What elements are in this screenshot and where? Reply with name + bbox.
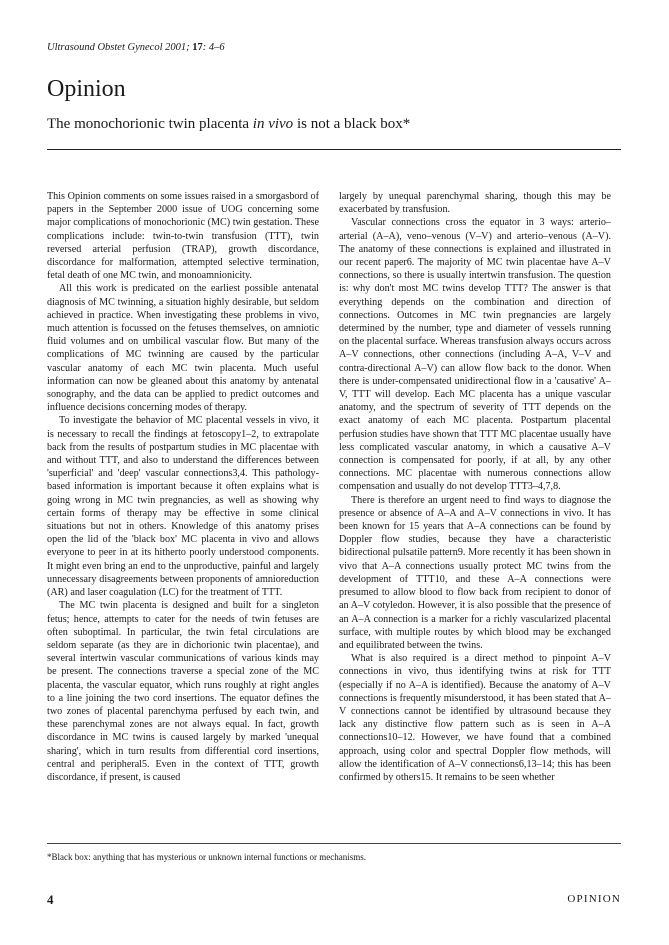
footnote: *Black box: anything that has mysterious or unknown internal functions or mechanisms. [47, 852, 366, 862]
citation-pages: : 4–6 [202, 42, 225, 53]
running-title: OPINION [567, 893, 621, 905]
paragraph: What is also required is a direct method to pinpoint A–V connections in vivo, thus identifying twins at risk for TTT (especially if no A–A is identified). Because the anatomy of A–V connections is frequently misunderstood, it has been stated that A–V connections cannot be identified by ultrasound because they lack any distinctive flow pattern such as is seen in A–A connections10–12. However, we have found that a combined approach, using color and spectral Doppler flow methods, will allow the identification of A–V connections6,13–14; this has been confirmed by others15. It remains to be seen whether [339, 653, 611, 783]
title-post: is not a black box* [293, 116, 411, 132]
footnote-rule [47, 843, 621, 844]
journal-name: Ultrasound Obstet Gynecol [47, 42, 163, 53]
right-column [339, 190, 611, 784]
paragraph: All this work is predicated on the earliest possible antenatal diagnosis of MC twinning, a situation highly desirable, but seldom achieved in practice. When investigating these problems in vivo, much attention is focussed on the fetuses themselves, on amniotic fluid volumes and on umbilical vascular flow. But many of the complications of MC twinning are caused by the particular vascular anatomy of each MC twin placenta. Much useful information can now be gleaned about this anatomy by antenatal sonography, and the data can be applied to predict outcomes and influence decisions concerning modes of therapy. [47, 283, 319, 414]
paragraph: To investigate the behavior of MC placental vessels in vivo, it is necessary to recall the findings at fetoscopy1–2, to extrapolate back from the results of postpartum studies in MC placentae with and without TTT, and also to understand the differences between 'superficial' and 'deep' vascular connections3,4. This pathology-based information is important because it often explains what is going wrong in MC twin pregnancies, as well as showing why certain forms of therapy may be effective in some clinical situations but not in others. Knowledge of this anatomy prises open the lid of the 'black box' MC placenta in vivo and allows everyone to peer in at its hitherto poorly understood components. It might even bring an end to the unproductive, painful and largely unnecessary disagreements between proponents of amnioreduction (AR) and laser coagulation (LC) for the treatment of TTT. [47, 415, 319, 599]
article-title [47, 116, 410, 133]
page-number: 4 [47, 892, 54, 907]
title-pre: The monochorionic twin placenta [47, 116, 253, 132]
paragraph: Vascular connections cross the equator in 3 ways: arterio–arterial (A–A), veno–venous (V–V) and arterio–venous (A–V). The anatomy of these connections is explained and illustrated in our recent paper6. The majority of MC twin placentae have A–V connections, so there is usually intertwin transfusion. The question is: why don't most MC twins develop TTT? The answer is that everything depends on the combination and direction of connections. Outcomes in MC twin pregnancies are largely determined by the number, type and diameter of vessels running on the placental surface. Whereas transfusion always occurs across A–V connections, other connections (including A–A, V–V and contra-directional A–V) can allow flow back to the donor. When there is under-compensated unidirectional flow in a 'causative' A–V, TTT will develop. Each MC placenta has a unique vascular anatomy, and the spectrum of severity of TTT depends on the exact anatomy of each MC placenta. Postpartum placental perfusion studies have shown that TTT MC placentae usually have less complicated vascular anatomy, in which a causative A–V connection is compensated for poorly, if at all, by any other connections. MC placentae with numerous connections allow compensation and usually do not develop TTT3–4,7,8. [339, 217, 611, 493]
section-heading: Opinion [47, 76, 126, 102]
title-rule [47, 149, 621, 150]
left-column [47, 190, 319, 784]
citation-volume: 17 [192, 42, 203, 53]
title-italic: in vivo [252, 116, 294, 132]
paragraph: largely by unequal parenchymal sharing, though this may be exacerbated by transfusion. [339, 191, 611, 216]
journal-citation [47, 42, 225, 53]
citation-year: 2001; [165, 42, 190, 53]
paragraph: This Opinion comments on some issues raised in a smorgasbord of papers in the September 2000 issue of UOG concerning some major complications of monochorionic (MC) twin gestation. These complications include: twin-to-twin transfusion (TTT), twin reversed arterial perfusion (TRAP), growth discordance, discordance for malformation, attempted selective termination, fetal death of one MC twin, and monoamnionicity. [47, 191, 319, 282]
paragraph: There is therefore an urgent need to find ways to diagnose the presence or absence of A–A and A–V connections in vivo. It has been known for 15 years that A–A connections can be found by Doppler flow studies, because they have a characteristic bidirectional pulsatile pattern9. More recently it has been shown in vivo that A–A connections usually protect MC twins from the development of TTT10, and these A–A connections were presumed to allow blood to flow back from recipient to donor of an A–V cotyledon. However, it is also possible that the presence of an A–A connection is a marker for a richly vascularized placental surface, with multiple routes by which blood may be exchanged and equilibrated between the twins. [339, 494, 611, 651]
paragraph: The MC twin placenta is designed and built for a singleton fetus; hence, attempts to cater for the needs of twin fetuses are often suboptimal. In particular, the twin fetal circulations are seldom separate (as they are in dichorionic twin placentae), and several intertwin vascular communications of various kinds may be present. The connections traverse a special zone of the MC placenta, the vascular equator, which runs roughly at right angles to a line joining the two cord insertions. The equator defines the two zones of placental parenchyma perfused by each twin, and these parenchymal zones are not always equal. In fact, growth discordance in MC twins is caused largely by marked 'unequal sharing', which in turn results from differential cord insertions, central and peripheral5. Even in the context of TTT, growth discordance, if present, is caused [47, 600, 319, 783]
